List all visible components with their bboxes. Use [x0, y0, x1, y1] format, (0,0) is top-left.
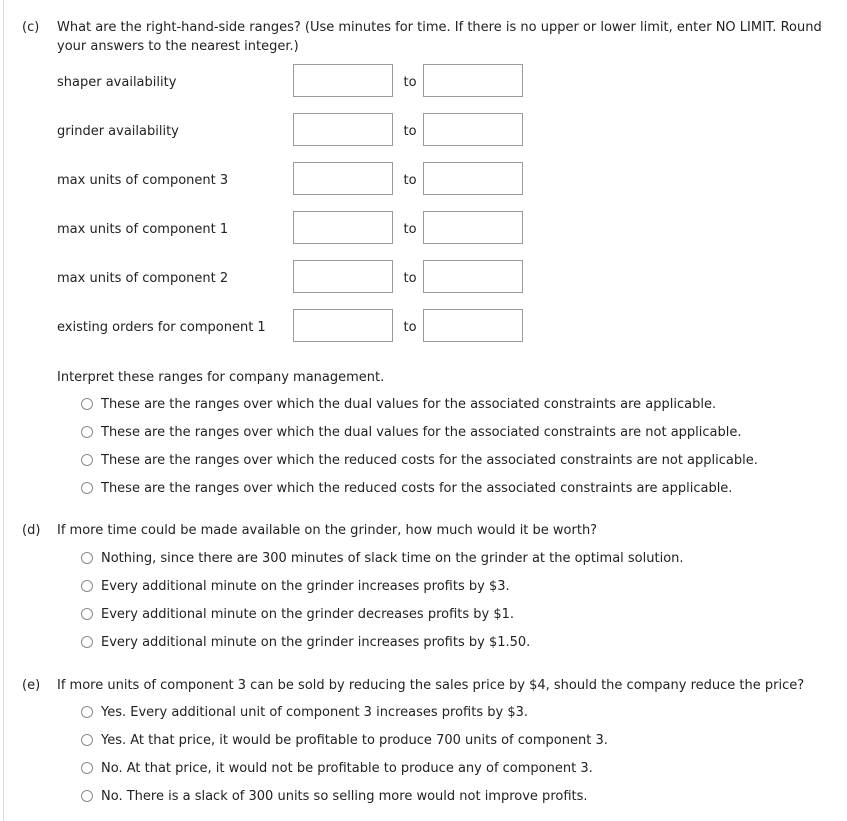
range-upper-input[interactable] — [423, 113, 523, 146]
price-option[interactable] — [81, 704, 528, 720]
range-lower-input[interactable] — [293, 309, 393, 342]
option-text: Nothing, since there are 300 minutes of slack time on the grinder at the optimal solution. — [101, 550, 684, 566]
grinder-option[interactable] — [81, 634, 530, 650]
price-option[interactable] — [81, 788, 588, 804]
radio-button[interactable] — [81, 706, 93, 718]
range-to-label: to — [403, 271, 417, 286]
range-row-label: max units of component 3 — [57, 173, 229, 188]
interpret-option[interactable] — [81, 396, 716, 412]
part-c-label: (c) — [22, 20, 40, 35]
radio-button[interactable] — [81, 790, 93, 802]
option-text: Every additional minute on the grinder increases profits by $1.50. — [101, 634, 531, 650]
range-lower-input[interactable] — [293, 113, 393, 146]
option-text: Yes. Every additional unit of component 3 increases profits by $3. — [101, 704, 528, 720]
grinder-option[interactable] — [81, 550, 684, 566]
radio-button[interactable] — [81, 398, 93, 410]
range-row-label: max units of component 1 — [57, 222, 229, 237]
range-row-label: shaper availability — [57, 75, 177, 90]
option-text: These are the ranges over which the reduced costs for the associated constraints are not applicable. — [101, 452, 758, 468]
radio-button[interactable] — [81, 734, 93, 746]
range-to-label: to — [403, 75, 417, 90]
range-upper-input[interactable] — [423, 64, 523, 97]
range-to-label: to — [403, 222, 417, 237]
grinder-option[interactable] — [81, 606, 514, 622]
price-option[interactable] — [81, 760, 593, 776]
part-c-question-line1: What are the right-hand-side ranges? (Use minutes for time. If there is no upper or lower limit, enter NO LIMIT. Round — [57, 20, 822, 35]
range-upper-input[interactable] — [423, 260, 523, 293]
radio-button[interactable] — [81, 426, 93, 438]
range-lower-input[interactable] — [293, 162, 393, 195]
part-c-question-line2: your answers to the nearest integer.) — [57, 39, 299, 54]
range-upper-input[interactable] — [423, 162, 523, 195]
range-lower-input[interactable] — [293, 211, 393, 244]
option-text: No. There is a slack of 300 units so selling more would not improve profits. — [101, 788, 588, 804]
radio-button[interactable] — [81, 482, 93, 494]
radio-button[interactable] — [81, 552, 93, 564]
option-text: Every additional minute on the grinder decreases profits by $1. — [101, 606, 515, 622]
interpret-option[interactable] — [81, 424, 742, 440]
option-text: Every additional minute on the grinder increases profits by $3. — [101, 578, 510, 594]
option-text: These are the ranges over which the dual values for the associated constraints are applicable. — [101, 396, 717, 412]
range-to-label: to — [403, 173, 417, 188]
radio-button[interactable] — [81, 580, 93, 592]
part-c-question — [57, 18, 822, 56]
range-row-label: existing orders for component 1 — [57, 320, 266, 335]
option-text: These are the ranges over which the reduced costs for the associated constraints are applicable. — [101, 480, 733, 496]
range-lower-input[interactable] — [293, 64, 393, 97]
range-lower-input[interactable] — [293, 260, 393, 293]
price-option[interactable] — [81, 732, 608, 748]
interpret-option[interactable] — [81, 452, 758, 468]
radio-button[interactable] — [81, 608, 93, 620]
range-to-label: to — [403, 320, 417, 335]
radio-button[interactable] — [81, 762, 93, 774]
radio-button[interactable] — [81, 636, 93, 648]
part-d-label: (d) — [22, 523, 41, 538]
range-upper-input[interactable] — [423, 211, 523, 244]
part-d-question: If more time could be made available on the grinder, how much would it be worth? — [57, 523, 598, 538]
part-e-question: If more units of component 3 can be sold by reducing the sales price by $4, should the company reduce the price? — [57, 678, 805, 693]
range-row-label: grinder availability — [57, 124, 179, 139]
range-row-label: max units of component 2 — [57, 271, 229, 286]
left-border — [3, 0, 4, 821]
grinder-option[interactable] — [81, 578, 510, 594]
interpret-prompt: Interpret these ranges for company management. — [57, 370, 385, 385]
radio-button[interactable] — [81, 454, 93, 466]
option-text: These are the ranges over which the dual values for the associated constraints are not applicable. — [101, 424, 742, 440]
interpret-option[interactable] — [81, 480, 732, 496]
range-to-label: to — [403, 124, 417, 139]
range-upper-input[interactable] — [423, 309, 523, 342]
option-text: Yes. At that price, it would be profitable to produce 700 units of component 3. — [101, 732, 608, 748]
part-e-label: (e) — [22, 678, 41, 693]
option-text: No. At that price, it would not be profitable to produce any of component 3. — [101, 760, 593, 776]
